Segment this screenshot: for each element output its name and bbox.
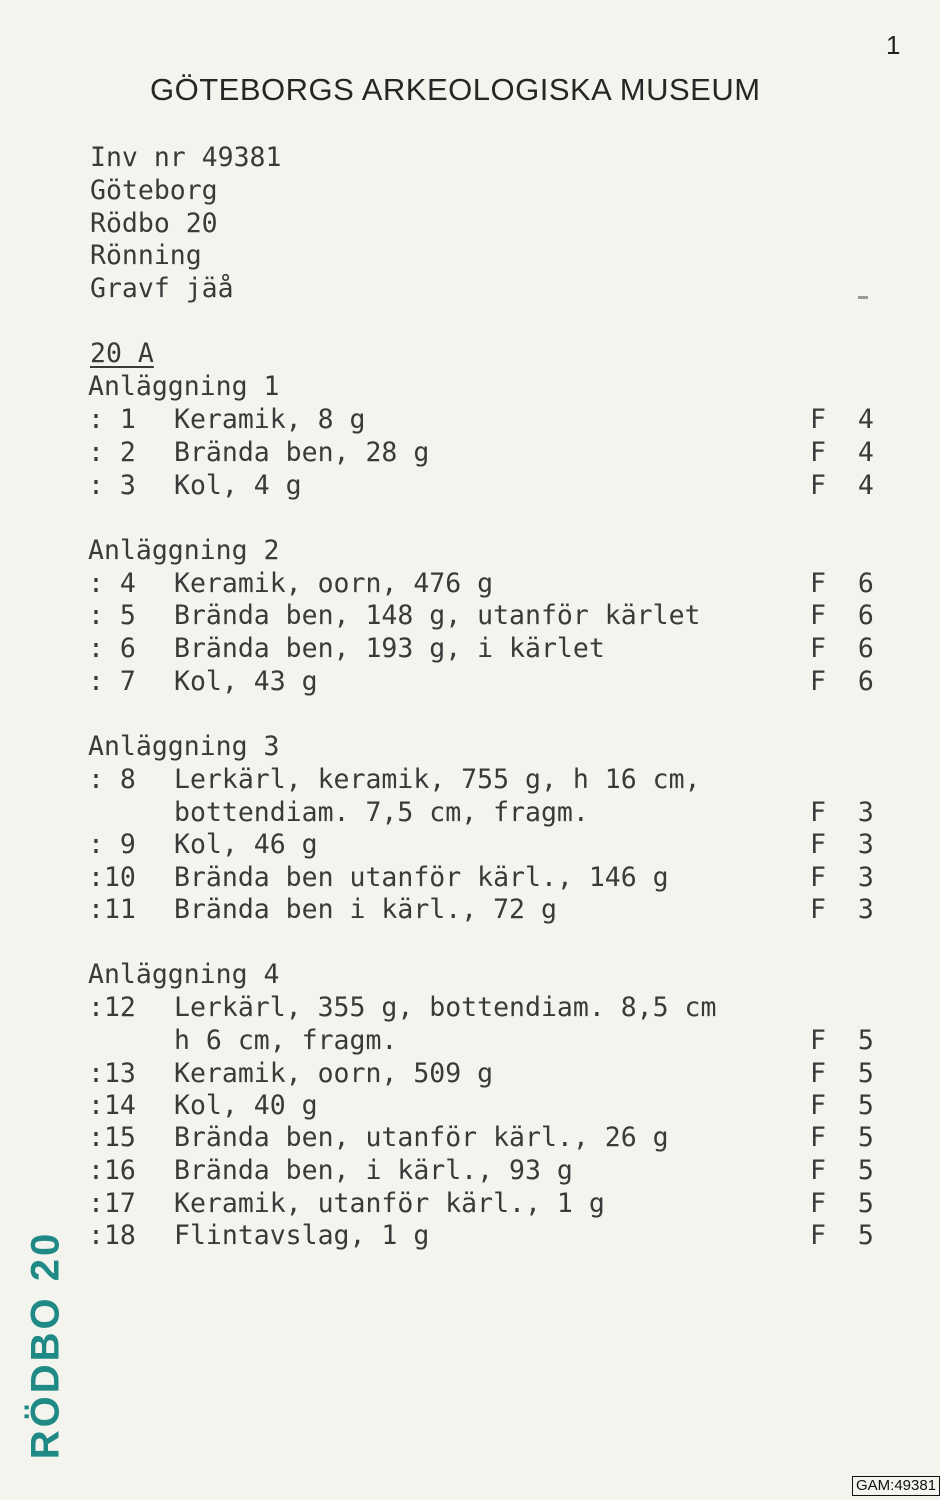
item-description: Brända ben, 148 g, utanför kärlet bbox=[174, 600, 701, 631]
item-description: Brända ben, i kärl., 93 g bbox=[174, 1155, 573, 1186]
inventory-number: Inv nr 49381 bbox=[90, 142, 282, 173]
item-number: : 3 bbox=[88, 470, 136, 501]
item-code: F 5 bbox=[810, 1122, 874, 1153]
item-code: F 3 bbox=[810, 862, 874, 893]
item-code: F 5 bbox=[810, 1090, 874, 1121]
item-number: :12 bbox=[88, 992, 136, 1023]
item-number: :15 bbox=[88, 1122, 136, 1153]
item-code: F 4 bbox=[810, 404, 874, 435]
side-stamp: RÖDBO 20 bbox=[23, 1230, 68, 1460]
item-number: : 2 bbox=[88, 437, 136, 468]
item-number: :18 bbox=[88, 1220, 136, 1251]
section-title: Anläggning 3 bbox=[88, 731, 280, 762]
item-description: Keramik, utanför kärl., 1 g bbox=[174, 1188, 605, 1219]
item-code: F 4 bbox=[810, 470, 874, 501]
item-code: F 6 bbox=[810, 600, 874, 631]
header-note: Gravf jäå bbox=[90, 273, 234, 304]
item-description: Flintavslag, 1 g bbox=[174, 1220, 430, 1251]
item-code: F 5 bbox=[810, 1058, 874, 1089]
archive-id-label: GAM:49381 bbox=[852, 1476, 940, 1496]
item-code: F 5 bbox=[810, 1155, 874, 1186]
item-code: F 3 bbox=[810, 829, 874, 860]
item-description: Brända ben, 28 g bbox=[174, 437, 430, 468]
item-description: Lerkärl, keramik, 755 g, h 16 cm, bbox=[174, 764, 701, 795]
item-description: Brända ben utanför kärl., 146 g bbox=[174, 862, 669, 893]
item-number: :17 bbox=[88, 1188, 136, 1219]
item-number: : 6 bbox=[88, 633, 136, 664]
item-code: F 6 bbox=[810, 633, 874, 664]
header-site: Rödbo 20 bbox=[90, 208, 218, 239]
item-number: : 9 bbox=[88, 829, 136, 860]
paper-speck bbox=[858, 296, 868, 299]
item-number: :13 bbox=[88, 1058, 136, 1089]
item-number: :16 bbox=[88, 1155, 136, 1186]
item-description: Kol, 40 g bbox=[174, 1090, 318, 1121]
item-description: Keramik, oorn, 476 g bbox=[174, 568, 494, 599]
item-number: : 5 bbox=[88, 600, 136, 631]
section-label: 20 A bbox=[90, 338, 154, 369]
header-place: Rönning bbox=[90, 240, 202, 271]
item-code: F 5 bbox=[810, 1220, 874, 1251]
item-description: Kol, 43 g bbox=[174, 666, 318, 697]
item-description-continued: bottendiam. 7,5 cm, fragm. bbox=[174, 797, 589, 828]
item-number: :14 bbox=[88, 1090, 136, 1121]
item-description: Brända ben, 193 g, i kärlet bbox=[174, 633, 605, 664]
item-description: Brända ben, utanför kärl., 26 g bbox=[174, 1122, 669, 1153]
item-description: Brända ben i kärl., 72 g bbox=[174, 894, 557, 925]
header-city: Göteborg bbox=[90, 175, 218, 206]
item-description: Lerkärl, 355 g, bottendiam. 8,5 cm bbox=[174, 992, 717, 1023]
page-number: 1 bbox=[886, 30, 901, 60]
item-description-continued: h 6 cm, fragm. bbox=[174, 1025, 398, 1056]
item-number: : 4 bbox=[88, 568, 136, 599]
item-number: : 8 bbox=[88, 764, 136, 795]
item-code: F 4 bbox=[810, 437, 874, 468]
item-description: Kol, 46 g bbox=[174, 829, 318, 860]
item-number: :11 bbox=[88, 894, 136, 925]
item-code: F 3 bbox=[810, 894, 874, 925]
section-title: Anläggning 2 bbox=[88, 535, 280, 566]
item-description: Kol, 4 g bbox=[174, 470, 302, 501]
section-title: Anläggning 1 bbox=[88, 371, 280, 402]
item-code: F 6 bbox=[810, 568, 874, 599]
item-code: F 6 bbox=[810, 666, 874, 697]
item-description: Keramik, 8 g bbox=[174, 404, 366, 435]
item-code: F 5 bbox=[810, 1025, 874, 1056]
item-code: F 3 bbox=[810, 797, 874, 828]
item-number: : 1 bbox=[88, 404, 136, 435]
item-description: Keramik, oorn, 509 g bbox=[174, 1058, 494, 1089]
section-title: Anläggning 4 bbox=[88, 959, 280, 990]
museum-heading: GÖTEBORGS ARKEOLOGISKA MUSEUM bbox=[150, 72, 761, 107]
item-code: F 5 bbox=[810, 1188, 874, 1219]
item-number: :10 bbox=[88, 862, 136, 893]
item-number: : 7 bbox=[88, 666, 136, 697]
